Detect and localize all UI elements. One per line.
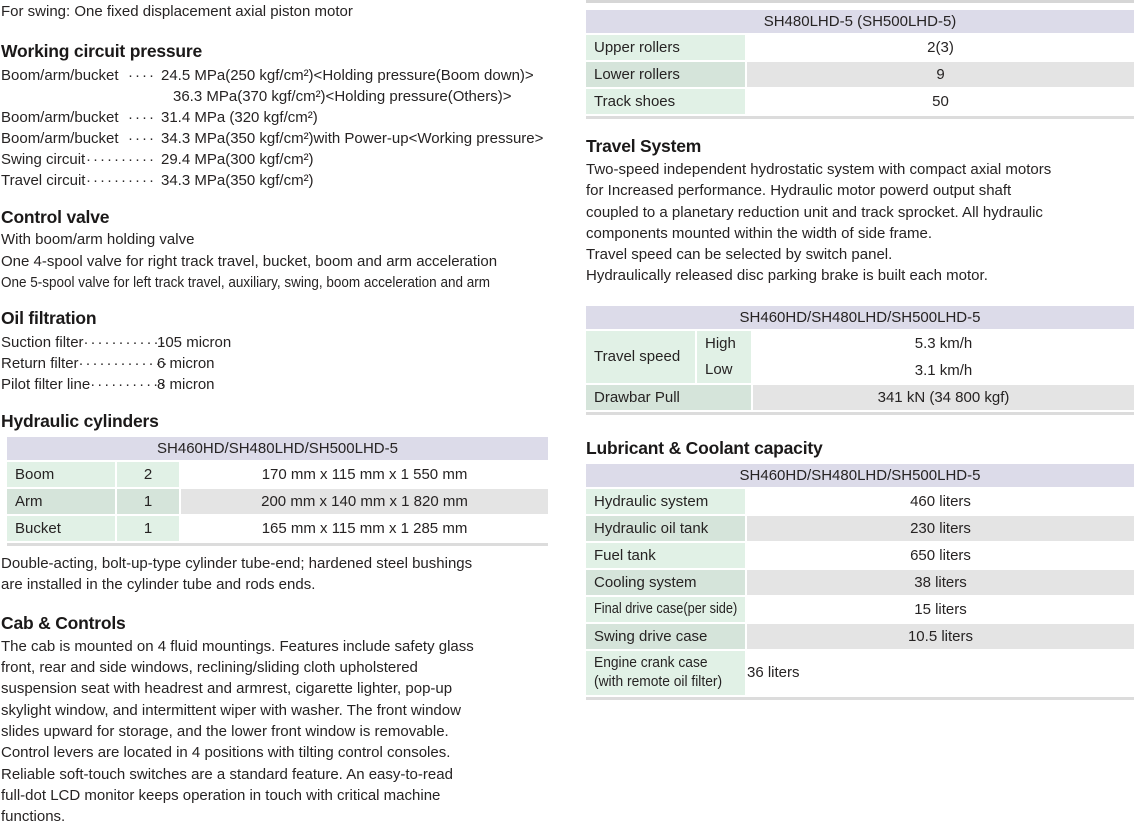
spec-row <box>1 65 554 86</box>
table-cell-value: 9 <box>747 62 1134 87</box>
control-valve-line: One 5-spool valve for left track travel, auxiliary, swing, boom acceleration and arm <box>1 273 490 291</box>
spec-row <box>1 170 554 191</box>
spec-value: 24.5 MPa(250 kgf/cm²)<Holding pressure(Boom down)> <box>161 67 534 85</box>
paragraph-line: Reliable soft-touch switches are a standard feature. An easy-to-read <box>1 765 453 783</box>
leader-dots: ··········· <box>90 376 168 394</box>
leader-dots: ·········· <box>86 172 156 190</box>
table-cell-qty: 1 <box>117 489 179 514</box>
section-title-working-circuit-pressure: Working circuit pressure <box>1 41 203 62</box>
table-header-model: SH460HD/SH480LHD/SH500LHD-5 <box>586 306 1134 329</box>
table-cell-value: 38 liters <box>747 570 1134 595</box>
high-label: High <box>705 334 736 352</box>
section-title-cab-controls: Cab & Controls <box>1 612 126 633</box>
paragraph-line: suspension seat with headrest and armrest, cigarette lighter, pop-up <box>1 680 453 698</box>
spec-label: Boom/arm/bucket <box>1 67 119 85</box>
spec-row <box>1 149 554 170</box>
spec-row <box>1 374 554 395</box>
spec-row <box>1 107 554 128</box>
right-column <box>586 0 1134 700</box>
leader-dots: ···· <box>128 67 156 85</box>
table-cell-label: Fuel tank <box>586 543 745 568</box>
section-title-lubricant-coolant: Lubricant & Coolant capacity <box>586 437 823 458</box>
paragraph-line: Hydraulically released disc parking brake is built each motor. <box>586 267 988 285</box>
table-cell-value: 230 liters <box>747 516 1134 541</box>
spec-label: Travel circuit <box>1 172 86 190</box>
oil-filtration-list <box>1 332 554 395</box>
section-title-travel-system: Travel System <box>586 136 702 156</box>
table-cell-value: 50 <box>747 89 1134 114</box>
spec-row <box>1 128 554 149</box>
paragraph-line: functions. <box>1 808 66 826</box>
spec-value: 36.3 MPa(370 kgf/cm²)<Holding pressure(Others)> <box>173 88 512 106</box>
table-bottom-border <box>586 697 1134 700</box>
table-cell-name: Arm <box>7 489 115 514</box>
table-cell-label: Lower rollers <box>586 62 745 87</box>
spec-row <box>1 332 554 353</box>
table-cell-qty: 1 <box>117 516 179 541</box>
table-cell-label: Upper rollers <box>586 35 745 60</box>
leader-dots: ···· <box>128 109 156 127</box>
spec-label: Return filter <box>1 355 79 373</box>
table-cell-label-line1: Engine crank case <box>594 654 708 672</box>
table-cell-label <box>586 597 745 622</box>
table-cell-label: Hydraulic oil tank <box>586 516 745 541</box>
table-cell-size: 170 mm x 115 mm x 1 550 mm <box>181 462 548 487</box>
spec-label: Pilot filter line <box>1 376 91 394</box>
table-bottom-border <box>586 412 1134 415</box>
spec-value: 8 micron <box>157 376 215 394</box>
left-column <box>1 0 554 826</box>
paragraph-line: Travel speed can be selected by switch panel. <box>586 246 893 264</box>
undercarriage-table <box>586 10 1134 119</box>
table-cell-qty: 2 <box>117 462 179 487</box>
table-cell-value: 460 liters <box>747 489 1134 514</box>
spec-row-continuation <box>1 86 554 107</box>
low-label: Low <box>705 360 733 378</box>
leader-dots: ·········· <box>86 151 156 169</box>
table-header-model: SH460HD/SH480LHD/SH500LHD-5 <box>586 464 1134 487</box>
table-cell-name: Boom <box>7 462 115 487</box>
spec-value: 31.4 MPa (320 kgf/cm²) <box>161 109 318 127</box>
paragraph-line: coupled to a planetary reduction unit and track sprocket. All hydraulic <box>586 203 1043 221</box>
spec-label: Boom/arm/bucket <box>1 130 119 148</box>
spec-value: 6 micron <box>157 355 215 373</box>
table-cell-label-line2: (with remote oil filter) <box>594 672 723 690</box>
table-cell-drawbar-label: Drawbar Pull <box>586 385 751 410</box>
paragraph-line: components mounted within the width of side frame. <box>586 224 933 242</box>
cropped-table-edge <box>586 0 1134 3</box>
section-title-oil-filtration: Oil filtration <box>1 308 97 329</box>
table-cell-value: 36 liters <box>747 651 1134 695</box>
control-valve-lines <box>1 229 554 293</box>
section-title-hydraulic-cylinders: Hydraulic cylinders <box>1 411 159 432</box>
section-title-control-valve: Control valve <box>1 207 110 228</box>
leader-dots: ···· <box>128 130 156 148</box>
spec-value: 34.3 MPa(350 kgf/cm²) <box>161 172 314 190</box>
spec-label: Swing circuit <box>1 151 86 169</box>
travel-system-paragraph <box>586 159 1134 287</box>
note-line: are installed in the cylinder tube and rods ends. <box>1 576 316 594</box>
table-header-model: SH480LHD-5 (SH500LHD-5) <box>586 10 1134 33</box>
table-cell-name: Bucket <box>7 516 115 541</box>
table-cell-size: 165 mm x 115 mm x 1 285 mm <box>181 516 548 541</box>
table-header-model: SH460HD/SH480LHD/SH500LHD-5 <box>7 437 548 460</box>
table-cell-value: 2(3) <box>747 35 1134 60</box>
paragraph-line: Two-speed independent hydrostatic system with compact axial motors <box>586 161 1052 178</box>
hydraulic-cylinders-table <box>7 437 548 546</box>
note-line: Double-acting, bolt-up-type cylinder tube-end; hardened steel bushings <box>1 555 473 573</box>
control-valve-line: With boom/arm holding valve <box>1 231 195 249</box>
table-cell-label: Track shoes <box>586 89 745 114</box>
table-bottom-border <box>7 543 548 546</box>
spec-row <box>1 353 554 374</box>
table-cell-travel-speed: Travel speed <box>586 331 695 383</box>
table-cell-label-text: Final drive case(per side) <box>594 601 738 618</box>
spec-value: 34.3 MPa(350 kgf/cm²)with Power-up<Working pressure> <box>161 130 544 148</box>
leader-dots: ············· <box>78 355 170 373</box>
paragraph-line: slides upward for storage, and the lower front window is removable. <box>1 722 449 740</box>
table-cell-label: Cooling system <box>586 570 745 595</box>
working-circuit-pressure-list <box>1 65 554 191</box>
table-cell-value: 15 liters <box>747 597 1134 622</box>
table-cell-value: 650 liters <box>747 543 1134 568</box>
lubricant-coolant-table <box>586 464 1134 700</box>
paragraph-line: Control levers are located in 4 positions with tilting control consoles. <box>1 744 451 762</box>
table-cell-low-value: 3.1 km/h <box>753 358 1134 383</box>
spec-value: 105 micron <box>157 334 232 352</box>
table-cell-label <box>586 651 745 695</box>
cab-controls-paragraph <box>1 636 554 826</box>
paragraph-line: skylight window, and intermittent wiper with washer. The front window <box>1 701 461 719</box>
paragraph-line: for Increased performance. Hydraulic motor powerd output shaft <box>586 182 1012 200</box>
paragraph-line: front, rear and side windows, reclining/sliding cloth upholstered <box>1 659 418 677</box>
table-cell-value: 10.5 liters <box>747 624 1134 649</box>
spec-value: 29.4 MPa(300 kgf/cm²) <box>161 151 314 169</box>
spec-label: Boom/arm/bucket <box>1 109 119 127</box>
swing-intro-line: For swing: One fixed displacement axial piston motor <box>1 3 353 20</box>
table-cell-label: Hydraulic system <box>586 489 745 514</box>
table-cell-high-value: 5.3 km/h <box>753 331 1134 356</box>
control-valve-line: One 4-spool valve for right track travel, bucket, boom and arm acceleration <box>1 252 498 270</box>
paragraph-line: full-dot LCD monitor keeps operation in touch with critical machine <box>1 786 441 804</box>
cylinders-note <box>1 553 554 596</box>
spec-label: Suction filter <box>1 334 84 352</box>
table-cell-label: Swing drive case <box>586 624 745 649</box>
paragraph-line: The cab is mounted on 4 fluid mountings. Features include safety glass <box>1 637 474 655</box>
travel-speed-table <box>586 306 1134 415</box>
table-cell-size: 200 mm x 140 mm x 1 820 mm <box>181 489 548 514</box>
table-cell-high-low <box>697 331 751 383</box>
table-bottom-border <box>586 116 1134 119</box>
leader-dots: ············ <box>83 334 168 352</box>
table-cell-drawbar-value: 341 kN (34 800 kgf) <box>753 385 1134 410</box>
